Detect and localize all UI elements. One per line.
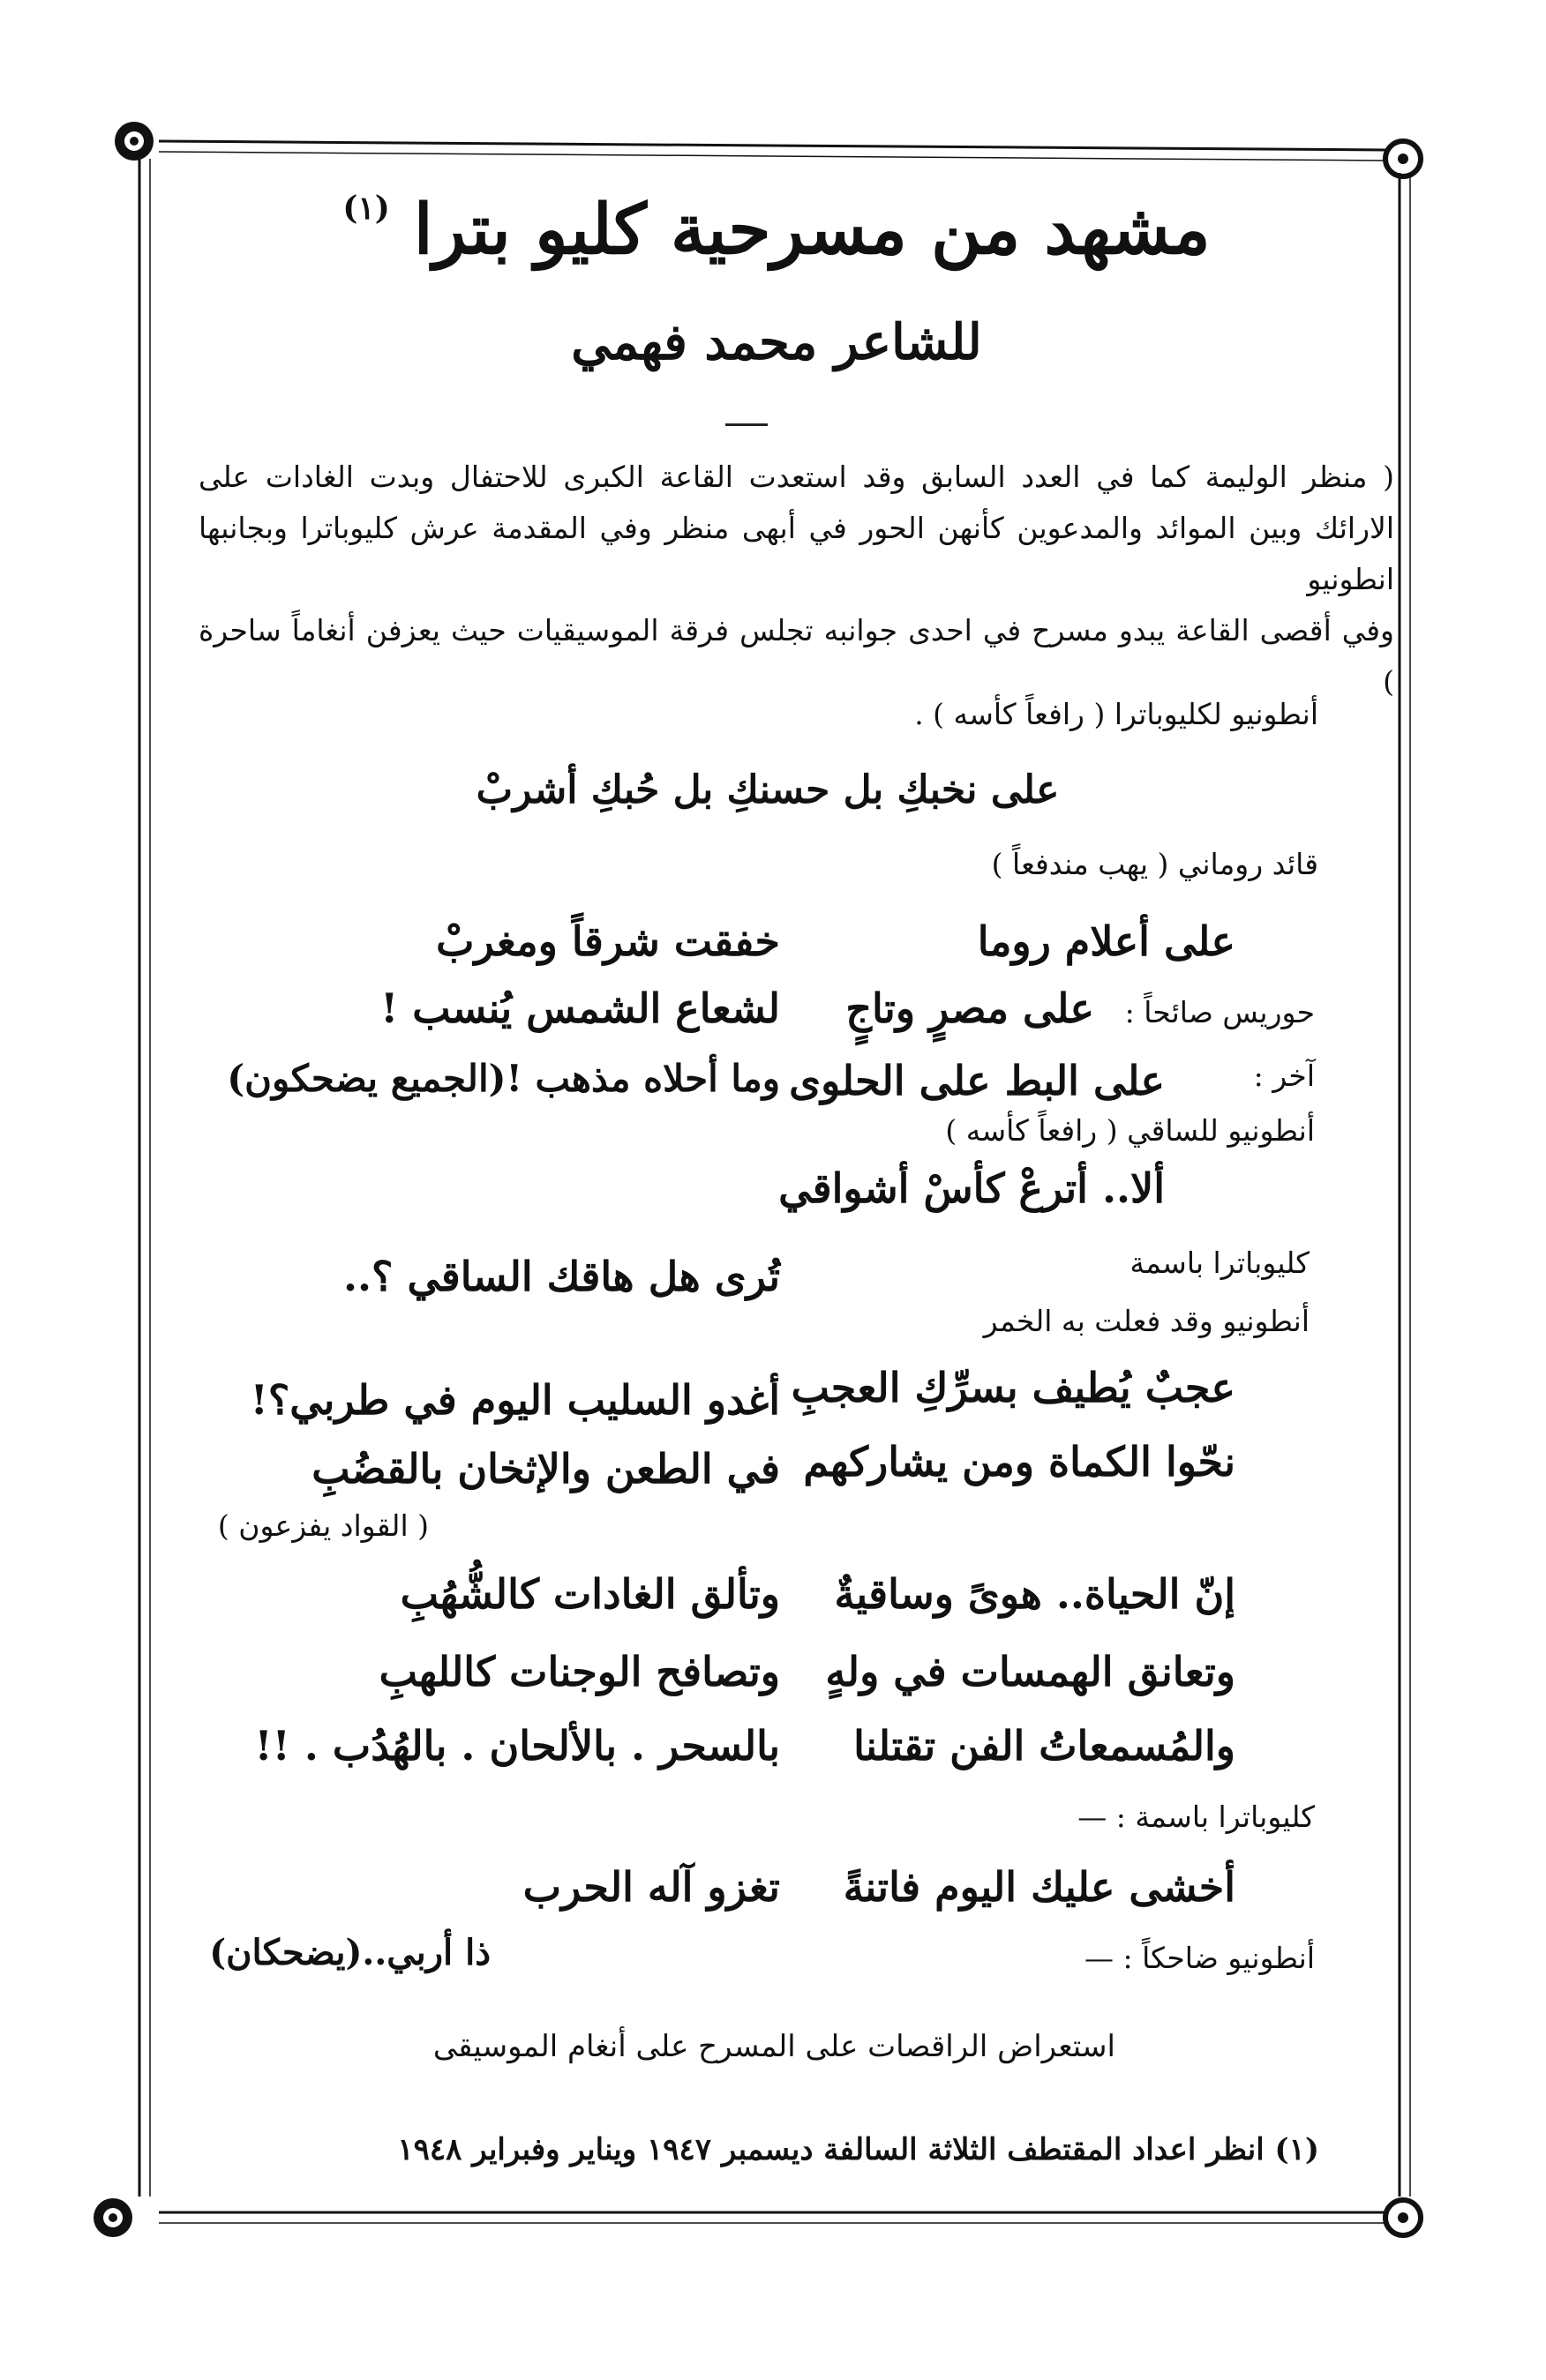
divider — [725, 423, 768, 426]
speaker-label: قائد روماني ( يهب مندفعاً ) — [991, 847, 1318, 881]
stage-direction-intro — [199, 452, 1394, 707]
intro-line: ( منظر الوليمة كما في العدد السابق وقد استعدت القاعة الكبرى للاحتفال وبدت الغادات على — [199, 460, 1394, 494]
verse-hemistich: أخشى عليك اليوم فاتنةً — [843, 1863, 1235, 1911]
intro-line: وفي أقصى القاعة يبدو مسرح في احدى جوانبه تجلس فرقة الموسيقيات حيث يعزفن أنغاماً ساحرة ) — [199, 613, 1394, 699]
verse-hemistich: وما أحلاه مذهب !(الجميع يضحكون) — [227, 1057, 780, 1100]
verse-hemistich: على مصرٍ وتاجٍ — [845, 984, 1094, 1032]
verse-hemistich: وتعانق الهمسات في ولهٍ — [825, 1648, 1235, 1695]
speaker-label: أنطونيو وقد فعلت به الخمر — [983, 1304, 1310, 1338]
verse-line: على نخبكِ بل حسنكِ بل حُبكِ أشربْ — [476, 767, 1060, 812]
speaker-label: كليوباترا باسمة — [1129, 1246, 1310, 1280]
stage-direction: استعراض الراقصات على المسرح على أنغام الموسيقى — [432, 2029, 1115, 2064]
verse-hemistich: إنّ الحياة.. هوىً وساقيةٌ — [834, 1570, 1235, 1618]
footnote: (١) انظر اعداد المقتطف الثلاثة السالفة ديسمبر ١٩٤٧ ويناير وفبراير ١٩٤٨ — [397, 2132, 1319, 2167]
verse-hemistich: وتألق الغادات كالشُّهُبِ — [400, 1570, 780, 1618]
author-byline: للشاعر محمد فهمي — [571, 313, 982, 371]
verse-hemistich: عجبٌ يُطيف بسرِّكِ العجبِ — [791, 1364, 1235, 1411]
intro-line: الارائك وبين الموائد والمدعوين كأنهن الحور في أبهى منظر وفي المقدمة عرش كليوباترا وبجانبها انطونيو — [199, 511, 1394, 596]
verse-hemistich: على أعلام روما — [977, 917, 1235, 965]
verse-line: ألا.. أترعْ كأسْ أشواقي — [778, 1164, 1165, 1212]
speaker-label: أنطونيو لكليوباترا ( رافعاً كأسه ) . — [914, 697, 1318, 731]
speaker-label: حوريس صائحاً : — [1124, 995, 1315, 1029]
verse-hemistich: تغزو آله الحرب — [522, 1863, 780, 1911]
verse-hemistich: ذا أربي..(يضحكان) — [209, 1932, 491, 1973]
verse-hemistich: بالسحر . بالألحان . بالهُدُب . !! — [254, 1722, 780, 1770]
verse-hemistich: على البط على الحلوى — [789, 1057, 1165, 1104]
verse-hemistich: في الطعن والإثخان بالقضُبِ — [311, 1445, 780, 1493]
verse-hemistich: لشعاع الشمس يُنسب ! — [380, 984, 780, 1032]
page-title: مشهد من مسرحية كليو بترا $^{(١)}$ — [342, 190, 1211, 270]
stage-direction: ( القواد يفزعون ) — [217, 1508, 429, 1543]
verse-hemistich: وتصافح الوجنات كاللهبِ — [379, 1648, 780, 1695]
verse-hemistich: أغدو السليب اليوم في طربي؟! — [250, 1376, 780, 1424]
verse-hemistich: نحّوا الكماة ومن يشاركهم — [803, 1438, 1235, 1486]
speaker-label: آخر : — [1253, 1059, 1315, 1093]
verse-hemistich: والمُسمعاتُ الفن تقتلنا — [853, 1722, 1235, 1770]
speaker-label: أنطونيو ضاحكاً : — — [1084, 1941, 1315, 1975]
verse-hemistich: تُرى هل هاقك الساقي ؟.. — [343, 1253, 780, 1300]
verse-hemistich: خفقت شرقاً ومغربْ — [436, 917, 780, 965]
speaker-label: كليوباترا باسمة : — — [1077, 1800, 1315, 1834]
footnote-marker: (١) — [342, 190, 390, 227]
speaker-label: أنطونيو للساقي ( رافعاً كأسه ) — [945, 1113, 1315, 1148]
